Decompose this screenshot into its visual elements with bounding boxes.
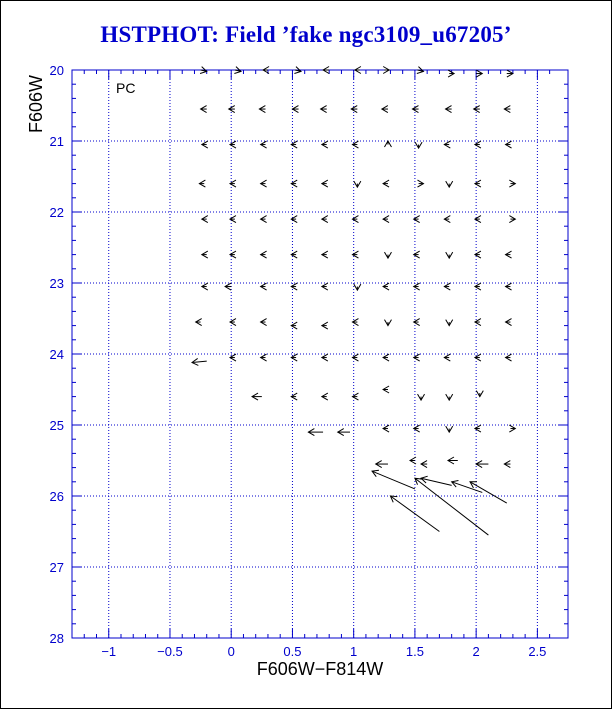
- vector-arrow: [509, 425, 515, 432]
- vector-arrow: [383, 283, 389, 290]
- vector-arrow: [252, 393, 262, 400]
- vector-arrow: [506, 141, 512, 148]
- vector-arrow: [421, 461, 427, 468]
- x-tick-label: 1: [350, 644, 358, 659]
- vector-arrow: [507, 70, 513, 77]
- vector-arrow: [421, 476, 452, 485]
- vector-arrow: [261, 216, 267, 223]
- x-tick-label: 2: [472, 644, 480, 659]
- vector-arrow: [322, 393, 328, 400]
- vector-arrow: [446, 394, 453, 400]
- vector-arrow: [444, 354, 450, 361]
- vector-arrow: [199, 180, 205, 187]
- vector-arrow: [446, 426, 453, 432]
- vector-arrow: [202, 251, 208, 258]
- vector-arrow: [354, 181, 361, 187]
- vector-arrow: [383, 216, 389, 223]
- vector-arrow: [444, 141, 450, 148]
- vector-arrow: [321, 106, 327, 113]
- x-axis-label: F606W−F814W: [256, 659, 384, 679]
- vector-arrow: [376, 461, 388, 468]
- vector-arrow: [322, 283, 328, 290]
- vector-arrow: [446, 252, 453, 258]
- vector-arrow: [444, 283, 450, 290]
- vector-arrow: [418, 394, 425, 400]
- vector-arrow: [372, 470, 415, 489]
- vector-arrow: [202, 141, 208, 148]
- arrow-shaft: [421, 478, 452, 485]
- vector-arrow: [322, 322, 328, 329]
- vector-arrow: [476, 461, 488, 468]
- vector-arrow: [383, 354, 389, 361]
- vector-arrow: [414, 216, 420, 223]
- y-tick-label: 23: [49, 276, 64, 291]
- y-tick-label: 24: [49, 347, 64, 362]
- vector-arrow: [351, 106, 357, 113]
- vector-arrow: [506, 283, 512, 290]
- vector-arrow: [470, 482, 507, 503]
- vector-arrow: [476, 70, 482, 77]
- axis-ticks: [50, 63, 568, 659]
- vector-arrow: [291, 216, 297, 223]
- vector-arrow: [192, 358, 207, 365]
- vector-arrow: [196, 319, 202, 326]
- vector-arrow: [506, 251, 512, 258]
- vector-arrow: [504, 106, 510, 113]
- x-tick-label: −1: [101, 644, 117, 659]
- x-tick-label: 1.5: [405, 644, 424, 659]
- vector-arrow: [225, 283, 231, 290]
- vector-arrow: [384, 320, 391, 326]
- panel-label: PC: [116, 80, 136, 96]
- vector-arrow: [446, 106, 452, 113]
- vector-arrow: [476, 391, 483, 397]
- vector-arrow: [229, 106, 235, 113]
- vector-arrow: [338, 429, 350, 436]
- vector-arrow: [414, 251, 420, 258]
- axes-frame: [72, 70, 568, 638]
- vector-arrow: [259, 106, 265, 113]
- y-tick-label: 20: [49, 63, 64, 78]
- vector-arrow: [506, 319, 512, 326]
- arrow-shaft: [415, 478, 488, 535]
- vector-arrow: [261, 354, 267, 361]
- vector-arrow: [202, 283, 208, 290]
- vector-arrow: [352, 216, 358, 223]
- vector-arrow: [322, 251, 328, 258]
- vector-arrow: [261, 141, 267, 148]
- vector-arrow: [448, 70, 454, 77]
- x-tick-label: −0.5: [157, 644, 183, 659]
- vector-arrow: [292, 106, 298, 113]
- x-tick-label: 2.5: [528, 644, 547, 659]
- vector-arrow: [261, 251, 267, 258]
- vector-arrow: [322, 141, 328, 148]
- vector-arrow: [201, 106, 207, 113]
- y-tick-label: 21: [49, 134, 64, 149]
- y-tick-label: 28: [49, 631, 64, 646]
- vector-arrow: [261, 180, 267, 187]
- vector-arrow: [261, 319, 267, 326]
- grid-lines: [72, 70, 568, 638]
- vector-arrow: [323, 67, 329, 74]
- vector-arrow: [509, 180, 515, 187]
- vector-arrow: [417, 180, 423, 187]
- vector-arrow: [202, 216, 208, 223]
- vector-arrow: [383, 386, 389, 393]
- vector-arrow: [322, 180, 328, 187]
- vector-arrow: [446, 181, 453, 187]
- vector-arrow: [322, 354, 328, 361]
- vector-arrow: [382, 106, 388, 113]
- vector-arrow: [230, 251, 236, 258]
- vector-arrow: [415, 478, 488, 535]
- vector-arrow: [352, 251, 358, 258]
- vector-arrow: [504, 461, 510, 468]
- arrow-shaft: [470, 482, 507, 503]
- vector-arrow: [261, 283, 267, 290]
- x-tick-label: 0: [227, 644, 235, 659]
- vector-arrow: [474, 106, 480, 113]
- vector-arrow: [506, 354, 512, 361]
- vector-arrow: [415, 142, 422, 148]
- vector-arrow: [384, 141, 391, 147]
- y-tick-label: 22: [49, 205, 64, 220]
- y-tick-label: 26: [49, 489, 64, 504]
- vector-arrow: [354, 284, 361, 290]
- vector-arrow: [308, 429, 323, 436]
- vector-arrow: [475, 216, 481, 223]
- vector-arrow: [384, 252, 391, 258]
- y-tick-label: 27: [49, 560, 64, 575]
- vector-arrow: [322, 216, 328, 223]
- arrow-shaft: [452, 482, 483, 493]
- vector-arrow: [412, 106, 418, 113]
- y-tick-label: 25: [49, 418, 64, 433]
- vector-arrow: [230, 216, 236, 223]
- vector-arrow: [444, 216, 450, 223]
- vector-arrow: [291, 251, 297, 258]
- x-tick-label: 0.5: [283, 644, 302, 659]
- vector-arrow: [509, 216, 515, 223]
- vector-arrow: [383, 180, 389, 187]
- y-axis-label: F606W: [26, 74, 46, 134]
- vector-arrow: [448, 457, 458, 464]
- arrow-shaft: [372, 471, 415, 489]
- vector-arrow: [446, 320, 453, 326]
- chart-title: HSTPHOT: Field ’fake ngc3109_u67205’: [100, 22, 512, 47]
- vector-arrow: [475, 251, 481, 258]
- vector-arrow: [383, 425, 389, 432]
